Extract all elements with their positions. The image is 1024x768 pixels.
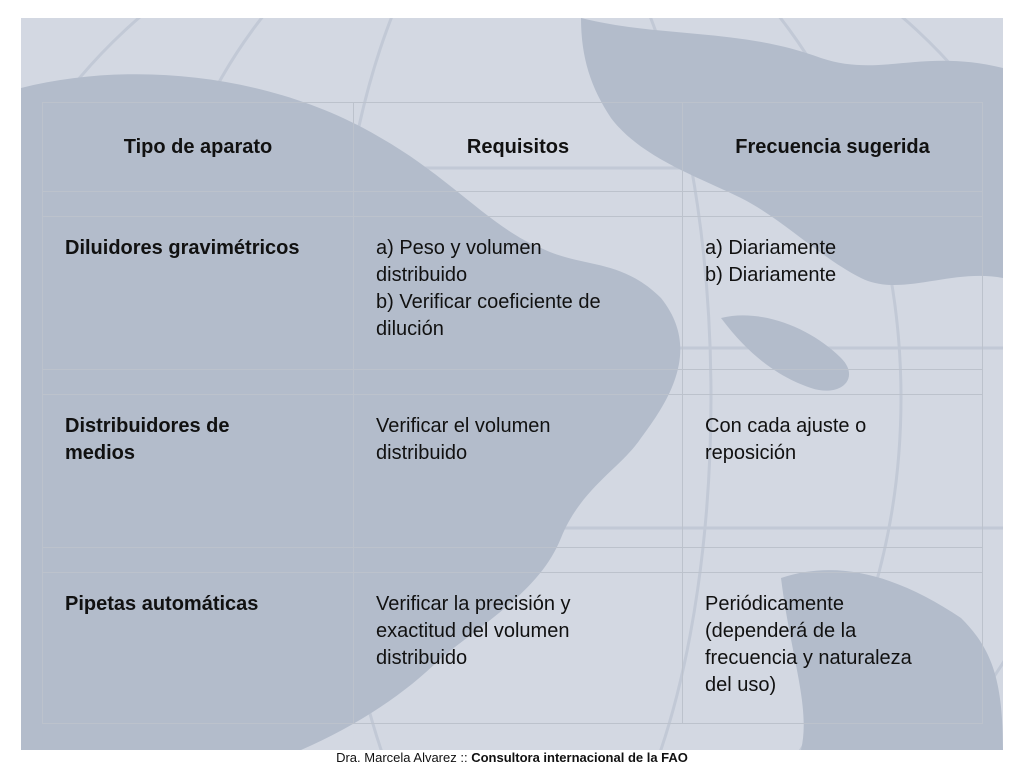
- cell-line: Pipetas automáticas: [65, 593, 259, 615]
- cell-line: a) Peso y volumen: [376, 237, 542, 259]
- table-row: [43, 217, 983, 370]
- cell-line: reposición: [705, 442, 797, 464]
- cell-frecuencia: [683, 573, 983, 724]
- cell-line: Con cada ajuste o: [705, 415, 867, 437]
- cell-line: Verificar el volumen: [376, 415, 551, 437]
- cell-line: Distribuidores de: [65, 415, 230, 437]
- cell-line: exactitud del volumen: [376, 620, 570, 642]
- header-cell-tipo: Tipo de aparato: [43, 103, 354, 192]
- slide-footer: [0, 750, 1024, 766]
- cell-frecuencia: [683, 217, 983, 370]
- cell-requisitos: [354, 217, 683, 370]
- cell-line: medios: [65, 442, 136, 464]
- cell-line: distribuido: [376, 647, 468, 669]
- cell-line: Diluidores gravimétricos: [65, 237, 300, 259]
- cell-requisitos: [354, 395, 683, 548]
- cell-line: (dependerá de la: [705, 620, 857, 642]
- cell-line: distribuido: [376, 442, 468, 464]
- cell-tipo: [43, 573, 354, 724]
- header-cell-requisitos: Requisitos: [354, 103, 683, 192]
- table-row: [43, 573, 983, 724]
- spacer-row: [43, 548, 983, 573]
- spacer-row: [43, 370, 983, 395]
- cell-line: frecuencia y naturaleza: [705, 647, 912, 669]
- cell-line: Periódicamente: [705, 593, 844, 615]
- apparatus-requirements-table: [42, 102, 983, 724]
- footer-affiliation: Consultora internacional de la FAO: [471, 750, 688, 765]
- cell-line: a) Diariamente: [705, 237, 837, 259]
- cell-line: dilución: [376, 318, 444, 340]
- cell-line: del uso): [705, 674, 777, 696]
- cell-line: Verificar la precisión y: [376, 593, 571, 615]
- header-cell-frecuencia: Frecuencia sugerida: [683, 103, 983, 192]
- cell-frecuencia: [683, 395, 983, 548]
- footer-separator: ::: [456, 750, 472, 765]
- table-row: [43, 395, 983, 548]
- spacer-row: [43, 192, 983, 217]
- cell-line: b) Diariamente: [705, 264, 837, 286]
- cell-tipo: [43, 217, 354, 370]
- footer-author: Dra. Marcela Alvarez: [336, 750, 457, 765]
- cell-line: b) Verificar coeficiente de: [376, 291, 601, 313]
- cell-line: distribuido: [376, 264, 468, 286]
- cell-requisitos: [354, 573, 683, 724]
- table-header-row: [43, 103, 983, 192]
- cell-tipo: [43, 395, 354, 548]
